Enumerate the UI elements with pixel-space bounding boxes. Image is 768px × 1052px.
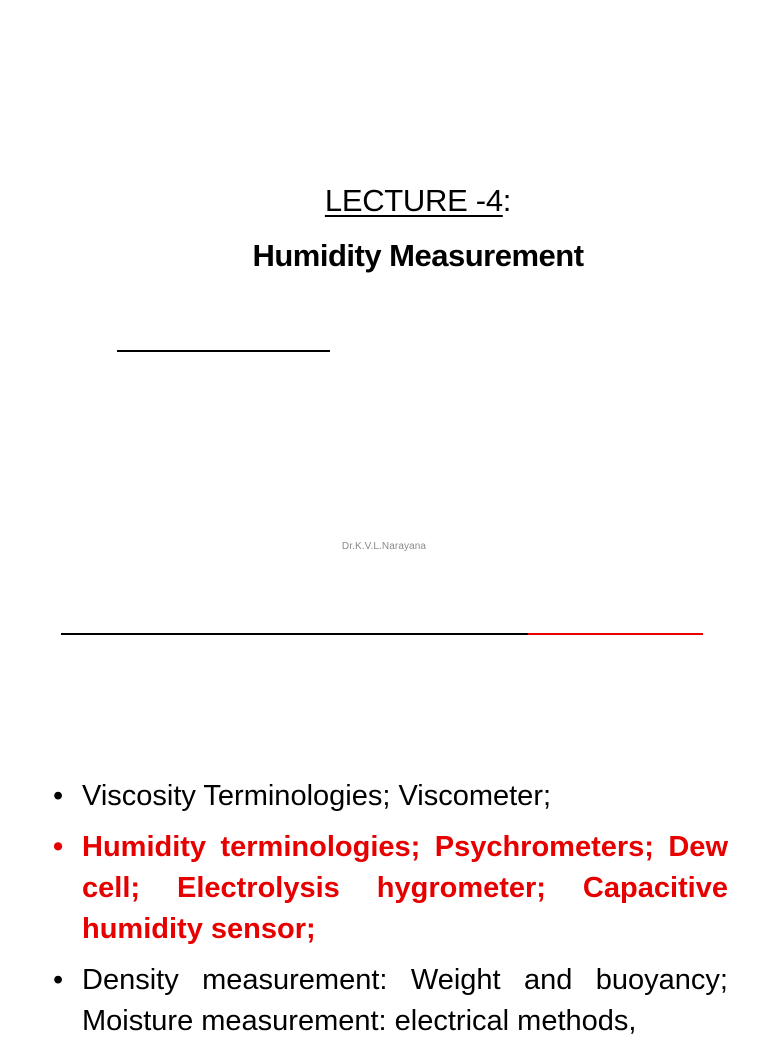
title-colon: :	[502, 183, 512, 218]
bullet-icon: •	[53, 780, 64, 812]
list-item-text: Viscosity Terminologies; Viscometer;	[82, 780, 552, 812]
divider-red-segment	[528, 633, 703, 635]
lecture-subtitle: Humidity Measurement	[252, 238, 584, 273]
bullet-icon: •	[53, 964, 64, 996]
title-underline-rule	[117, 350, 330, 352]
bullet-icon: •	[53, 831, 64, 863]
divider-black-segment	[61, 633, 528, 635]
list-item-highlighted	[53, 827, 728, 950]
content-slide	[0, 650, 768, 1037]
lecture-title	[0, 181, 768, 221]
list-item	[53, 960, 728, 1042]
list-item-text: Density measurement: Weight and buoyancy; Moisture measurement: electrical methods,	[82, 964, 728, 1037]
list-item-text: Humidity terminologies; Psychrometers; Dew cell; Electrolysis hygrometer; Capacitive humidity sensor;	[82, 831, 728, 945]
lecture-number: LECTURE -4	[324, 183, 503, 218]
author-name: Dr.K.V.L.Narayana	[341, 541, 427, 552]
list-item	[53, 776, 728, 817]
topic-list	[53, 776, 728, 1052]
